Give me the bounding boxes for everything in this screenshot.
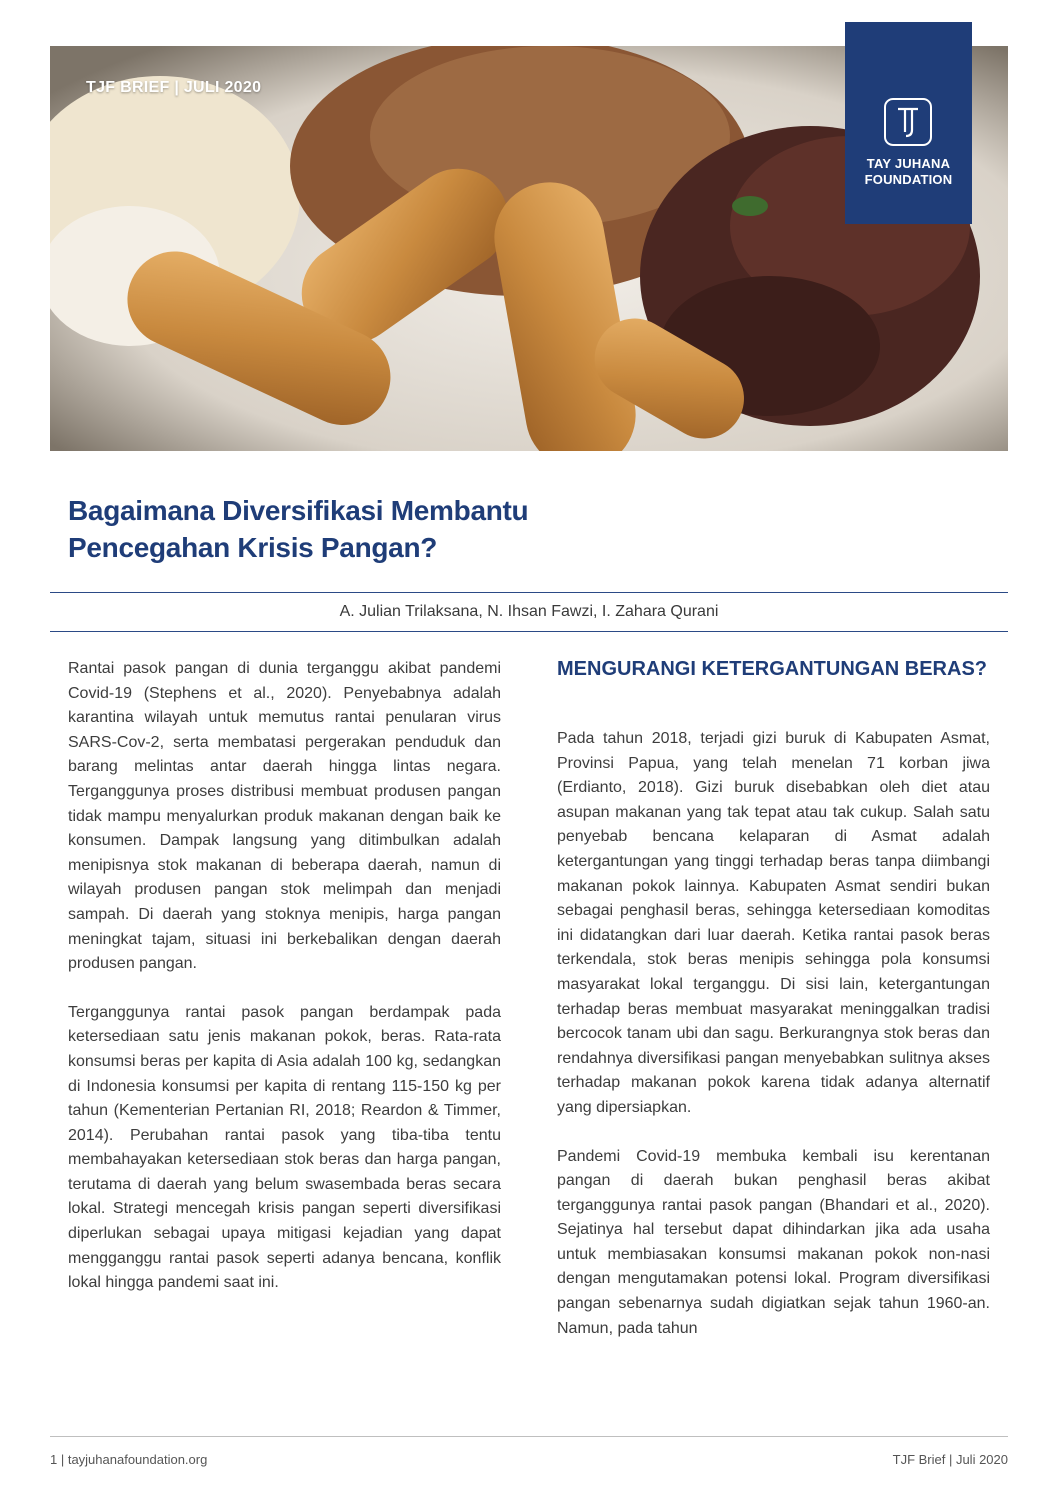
footer-page-url: 1 | tayjuhanafoundation.org [50,1452,208,1467]
author-list: A. Julian Trilaksana, N. Ihsan Fawzi, I. Zahara Qurani [339,603,719,620]
brief-tag: TJF BRIEF | JULI 2020 [86,79,262,96]
paragraph: Terganggunya rantai pasok pangan berdampak pada ketersediaan satu jenis makanan pokok, beras. Rata-rata konsumsi beras per kapita di Asia adalah 100 kg, sedangkan di Indonesia konsumsi per kapita di rentang 115-150 kg per tahun (Kementerian Pertanian RI, 2018; Reardon & Timmer, 2014). Perubahan rantai pasok yang tiba-tiba tentu membahayakan ketersediaan stok beras dan harga pangan, terutama di daerah yang belum swasembada beras secara lokal. Strategi mencegah krisis pangan seperti diversifikasi diperlukan sebagai upaya mitigasi kejadian yang dapat mengganggu rantai pasok seperti adanya bencana, konflik lokal hingga pandemi saat ini. [68,1003,501,1292]
section-heading: MENGURANGI KETERGANTUNGAN BERAS? [557,658,987,680]
footer-divider [50,1436,1008,1437]
divider-bottom [50,631,1008,632]
divider-top [50,592,1008,593]
footer-publication: TJF Brief | Juli 2020 [892,1452,1008,1467]
left-column [68,657,501,1320]
logo-line1: TAY JUHANA [866,156,951,171]
article-title [68,492,768,566]
foundation-logo [845,22,972,224]
title-line1: Bagaimana Diversifikasi Membantu [68,495,529,526]
paragraph: Rantai pasok pangan di dunia terganggu akibat pandemi Covid-19 (Stephens et al., 2020). Penyebabnya adalah karantina wilayah untuk memutus rantai penularan virus SARS-Cov-2, serta membatasi pergerakan penduduk dan barang melintas antar daerah hingga lintas negara. Terganggunya proses distribusi membuat produsen pangan tidak mampu menyalurkan produk makanan dengan baik ke konsumen. Dampak langsung yang ditimbulkan adalah menipisnya stok makanan di beberapa daerah, namun di wilayah produsen pangan stok melimpah dan menjadi sampah. Di daerah yang stoknya menipis, harga pangan meningkat tajam, situasi ini berkebalikan dengan daerah produsen pangan. [68,660,501,973]
tj-monogram-icon [884,98,932,146]
logo-text [845,156,972,188]
title-line2: Pencegahan Krisis Pangan? [68,532,438,563]
right-column [557,657,990,1365]
logo-line2: FOUNDATION [864,172,953,187]
paragraph: Pandemi Covid-19 membuka kembali isu kerentanan pangan di daerah bukan penghasil beras akibat terganggunya rantai pasok pangan (Bhandari et al., 2020). Sejatinya hal tersebut dapat dihindarkan jika ada usaha untuk membiasakan konsumsi makanan pokok non-nasi dengan mengutamakan potensi lokal. Program diversifikasi pangan sebenarnya sudah digiatkan sejak tahun 1960-an. Namun, pada tahun [557,1147,990,1337]
paragraph: Pada tahun 2018, terjadi gizi buruk di Kabupaten Asmat, Provinsi Papua, yang telah menelan 71 korban jiwa (Erdianto, 2018). Gizi buruk disebabkan oleh diet atau asupan makanan yang tak tepat atau tak cukup. Salah satu penyebab bencana kelaparan di Asmat adalah ketergantungan yang tinggi terhadap beras tanpa diimbangi makanan pokok lainnya. Kabupaten Asmat sendiri bukan sebagai penghasil beras, sehingga ketersediaan komoditas ini didatangkan dari luar daerah. Ketika rantai pasok beras terkendala, stok beras menipis sehingga pola konsumsi masyarakat lokal terganggu. Di sisi lain, ketergantungan terhadap beras membuat masyarakat meninggalkan tradisi bercocok tanam ubi dan sagu. Berkurangnya stok beras dan rendahnya diversifikasi pangan menyebabkan sulitnya akses terhadap makanan pokok karena tidak adanya alternatif yang dipersiapkan. [557,730,990,1116]
